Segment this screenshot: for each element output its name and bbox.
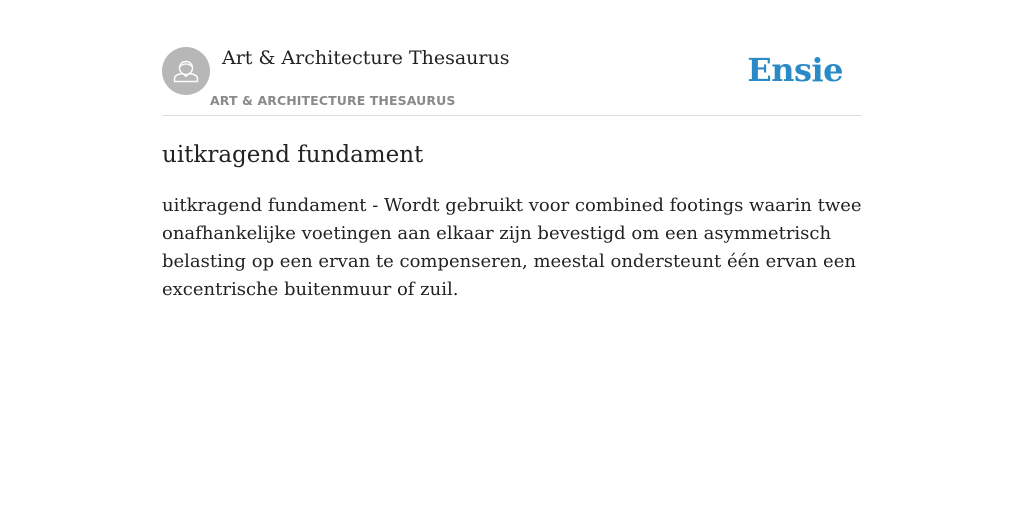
- term-definition: uitkragend fundament - Wordt gebruikt voor combined footings waarin twee onafhankelijke voetingen aan elkaar zijn bevestigd om een asymmetrisch belasting op een ervan te compenseren, meestal ondersteunt één ervan een excentrische buitenmuur of zuil.: [162, 195, 862, 300]
- avatar[interactable]: [162, 47, 210, 95]
- source-title[interactable]: Art & Architecture Thesaurus: [222, 47, 510, 69]
- ensie-logo[interactable]: Ensie: [747, 51, 843, 89]
- source-subtitle: ART & ARCHITECTURE THESAURUS: [210, 93, 456, 108]
- page-container: [162, 0, 862, 512]
- user-placeholder-icon: [162, 47, 210, 95]
- term-title: uitkragend fundament: [162, 142, 424, 168]
- source-header: [162, 0, 862, 116]
